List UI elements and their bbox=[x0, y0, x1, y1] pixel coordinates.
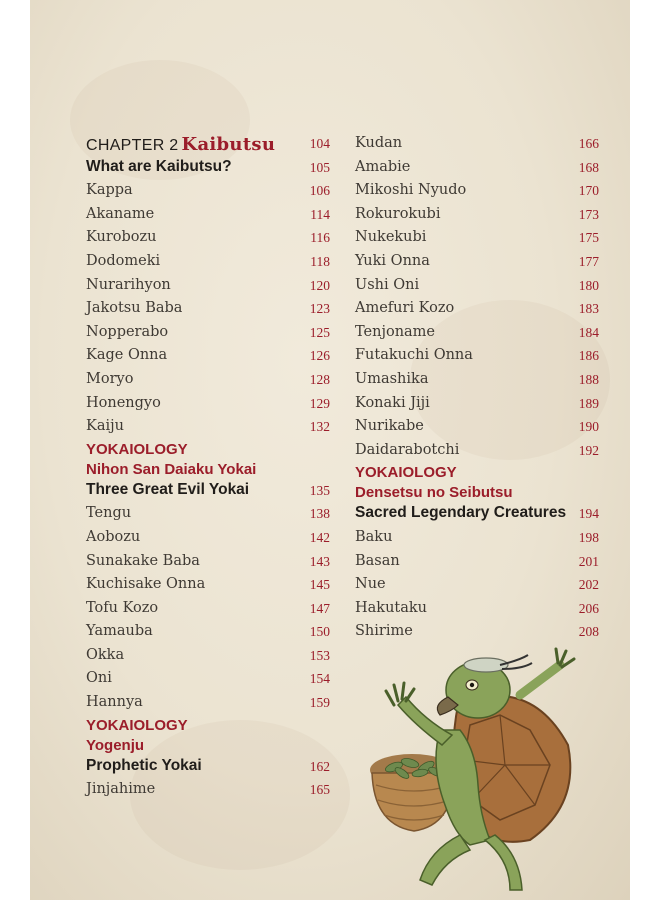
toc-page-number: 165 bbox=[309, 782, 330, 798]
toc-entry bbox=[355, 574, 599, 598]
toc-entry bbox=[355, 157, 599, 181]
toc-page-number: 177 bbox=[578, 253, 599, 269]
toc-entry-title: Densetsu no Seibutsu bbox=[355, 484, 513, 502]
toc-page-number: 147 bbox=[309, 600, 330, 616]
toc-entry bbox=[86, 574, 330, 598]
toc-section-entry bbox=[355, 503, 599, 527]
toc-entry bbox=[86, 369, 330, 393]
toc-entry-title: Nue bbox=[355, 576, 386, 593]
toc-entry-title: Amabie bbox=[355, 158, 411, 175]
toc-entry bbox=[86, 527, 330, 551]
toc-entry-title: Kappa bbox=[86, 182, 133, 199]
toc-entry-title: Kurobozu bbox=[86, 229, 157, 246]
toc-page-number: 162 bbox=[309, 758, 330, 774]
toc-page-number: 188 bbox=[578, 371, 599, 387]
toc-entry bbox=[86, 227, 330, 251]
toc-page-number: 120 bbox=[309, 277, 330, 293]
toc-entry-title: Basan bbox=[355, 552, 400, 569]
toc-entry bbox=[86, 298, 330, 322]
toc-page-number: 153 bbox=[309, 647, 330, 663]
toc-entry-title: Tengu bbox=[86, 505, 132, 522]
toc-entry-title: Nurarihyon bbox=[86, 276, 171, 293]
toc-entry-title: Akaname bbox=[86, 205, 155, 222]
toc-entry-title: Daidarabotchi bbox=[355, 441, 460, 458]
toc-entry bbox=[86, 503, 330, 527]
toc-entry-title: Hakutaku bbox=[355, 599, 428, 616]
toc-entry bbox=[86, 204, 330, 228]
chapter-page-number: 104 bbox=[309, 136, 330, 151]
toc-entry bbox=[86, 345, 330, 369]
toc-entry bbox=[355, 527, 599, 551]
toc-section-entry bbox=[86, 157, 330, 181]
toc-entry bbox=[355, 369, 599, 393]
toc-entry bbox=[86, 779, 330, 803]
yokaiology-heading bbox=[355, 463, 599, 483]
toc-entry-title: Honengyo bbox=[86, 394, 161, 411]
toc-page-number: 180 bbox=[578, 277, 599, 293]
toc-entry-title: What are Kaibutsu? bbox=[86, 157, 232, 175]
toc-page-number: 198 bbox=[578, 529, 599, 545]
toc-page-number: 128 bbox=[309, 371, 330, 387]
toc-page-number: 170 bbox=[578, 183, 599, 199]
toc-page-number: 192 bbox=[578, 442, 599, 458]
toc-entry-title: Jakotsu Baba bbox=[86, 300, 183, 317]
yokaiology-heading bbox=[86, 440, 330, 460]
toc-page-number: 184 bbox=[578, 324, 599, 340]
toc-entry bbox=[355, 322, 599, 346]
toc-entry bbox=[355, 204, 599, 228]
toc-page-number: 154 bbox=[309, 671, 330, 687]
toc-entry bbox=[86, 322, 330, 346]
toc-entry-title: YOKAIOLOGY bbox=[86, 440, 188, 458]
chapter-label: CHAPTER 2 bbox=[86, 137, 179, 154]
toc-page-number: 189 bbox=[578, 395, 599, 411]
yokaiology-subtitle bbox=[355, 483, 599, 503]
toc-entry bbox=[355, 440, 599, 464]
toc-section-entry bbox=[86, 756, 330, 780]
chapter-name: Kaibutsu bbox=[181, 134, 276, 155]
toc-page-number: 175 bbox=[578, 230, 599, 246]
toc-page-number: 173 bbox=[578, 206, 599, 222]
toc-page-number: 159 bbox=[309, 695, 330, 711]
toc-page-number: 114 bbox=[310, 206, 330, 222]
toc-page-number: 138 bbox=[309, 506, 330, 522]
toc-entry-title: Tenjoname bbox=[355, 323, 436, 340]
toc-entry-title: Kaiju bbox=[86, 418, 124, 435]
toc-entry bbox=[355, 345, 599, 369]
toc-entry bbox=[86, 621, 330, 645]
toc-entry bbox=[355, 227, 599, 251]
toc-entry-title: Hannya bbox=[86, 694, 143, 711]
toc-entry-title: Sunakake Baba bbox=[86, 552, 200, 569]
toc-page-number: 145 bbox=[309, 577, 330, 593]
yokaiology-heading bbox=[86, 716, 330, 736]
kappa-illustration-icon bbox=[360, 635, 580, 900]
toc-page-number: 135 bbox=[309, 482, 330, 498]
toc-entry-title: Jinjahime bbox=[86, 781, 156, 798]
toc-page-number: 186 bbox=[578, 348, 599, 364]
toc-entry bbox=[86, 598, 330, 622]
toc-page-number: 106 bbox=[309, 183, 330, 199]
toc-entry bbox=[355, 298, 599, 322]
toc-page-number: 202 bbox=[578, 577, 599, 593]
toc-entry-title: Okka bbox=[86, 646, 125, 663]
toc-entry-title: YOKAIOLOGY bbox=[355, 464, 457, 482]
toc-page-number: 208 bbox=[578, 624, 599, 640]
toc-page-number: 194 bbox=[578, 506, 599, 522]
yokaiology-subtitle bbox=[86, 460, 330, 480]
toc-entry-title: Yamauba bbox=[86, 623, 153, 640]
toc-entry-title: Amefuri Kozo bbox=[355, 300, 455, 317]
toc-entry-title: Umashika bbox=[355, 370, 429, 387]
toc-entry-title: Rokurokubi bbox=[355, 205, 441, 222]
toc-entry bbox=[355, 180, 599, 204]
toc-entry-title: Nukekubi bbox=[355, 229, 427, 246]
toc-entry-title: Oni bbox=[86, 670, 112, 687]
toc-entry-title: Kudan bbox=[355, 135, 403, 151]
toc-page-number: 201 bbox=[578, 553, 599, 569]
toc-page-number: 132 bbox=[309, 419, 330, 435]
toc-right-list bbox=[355, 133, 599, 645]
toc-page-number: 105 bbox=[309, 159, 330, 175]
toc-entry bbox=[355, 393, 599, 417]
toc-entry-title: Ushi Oni bbox=[355, 276, 420, 293]
toc-page-number: 123 bbox=[309, 301, 330, 317]
toc-page-number: 183 bbox=[578, 301, 599, 317]
toc-section-entry bbox=[86, 480, 330, 504]
toc-entry-title: Nihon San Daiaku Yokai bbox=[86, 460, 257, 478]
toc-entry bbox=[355, 551, 599, 575]
toc-page-number: 126 bbox=[309, 348, 330, 364]
toc-entry-title: Kuchisake Onna bbox=[86, 576, 206, 593]
toc-page-number: 150 bbox=[309, 624, 330, 640]
toc-entry-title: YOKAIOLOGY bbox=[86, 716, 188, 734]
toc-left-list bbox=[86, 157, 330, 803]
toc-entry bbox=[355, 251, 599, 275]
toc-entry bbox=[355, 416, 599, 440]
toc-page-number: 166 bbox=[578, 136, 599, 151]
toc-right-column bbox=[355, 133, 599, 645]
toc-entry-title: Baku bbox=[355, 528, 393, 545]
toc-entry bbox=[86, 180, 330, 204]
yokaiology-subtitle bbox=[86, 736, 330, 756]
chapter-heading bbox=[86, 133, 330, 157]
toc-entry bbox=[86, 692, 330, 716]
toc-entry-title: Nopperabo bbox=[86, 323, 169, 340]
toc-entry-title: Futakuchi Onna bbox=[355, 347, 473, 364]
toc-entry bbox=[86, 668, 330, 692]
toc-entry-title: Tofu Kozo bbox=[86, 599, 159, 616]
toc-page-number: 142 bbox=[309, 529, 330, 545]
toc-entry-title: Dodomeki bbox=[86, 252, 161, 269]
toc-entry bbox=[355, 275, 599, 299]
toc-entry-title: Shirime bbox=[355, 623, 413, 640]
toc-page-number: 129 bbox=[309, 395, 330, 411]
toc-entry bbox=[86, 251, 330, 275]
toc-entry bbox=[86, 393, 330, 417]
toc-entry bbox=[86, 645, 330, 669]
toc-entry-title: Kage Onna bbox=[86, 347, 168, 364]
toc-entry-title: Konaki Jiji bbox=[355, 394, 430, 411]
toc-page-number: 118 bbox=[310, 253, 330, 269]
toc-entry-title: Yuki Onna bbox=[355, 252, 430, 269]
book-page bbox=[30, 0, 630, 900]
toc-page-number: 143 bbox=[309, 553, 330, 569]
toc-entry bbox=[86, 275, 330, 299]
toc-page-number: 190 bbox=[578, 419, 599, 435]
toc-entry-title: Three Great Evil Yokai bbox=[86, 480, 250, 498]
toc-entry bbox=[86, 416, 330, 440]
toc-entry-title: Aobozu bbox=[86, 528, 141, 545]
toc-entry bbox=[355, 133, 599, 157]
toc-entry-title: Sacred Legendary Creatures bbox=[355, 504, 567, 522]
toc-entry-title: Prophetic Yokai bbox=[86, 756, 202, 774]
toc-entry bbox=[355, 598, 599, 622]
toc-entry bbox=[86, 551, 330, 575]
toc-page-number: 206 bbox=[578, 600, 599, 616]
toc-page-number: 125 bbox=[309, 324, 330, 340]
toc-page-number: 168 bbox=[578, 159, 599, 175]
toc-entry-title: Nurikabe bbox=[355, 418, 424, 435]
toc-left-column bbox=[86, 133, 330, 803]
toc-entry-title: Moryo bbox=[86, 370, 134, 387]
toc-entry-title: Mikoshi Nyudo bbox=[355, 182, 467, 199]
toc-entry-title: Yogenju bbox=[86, 736, 145, 754]
toc-page-number: 116 bbox=[310, 230, 330, 246]
